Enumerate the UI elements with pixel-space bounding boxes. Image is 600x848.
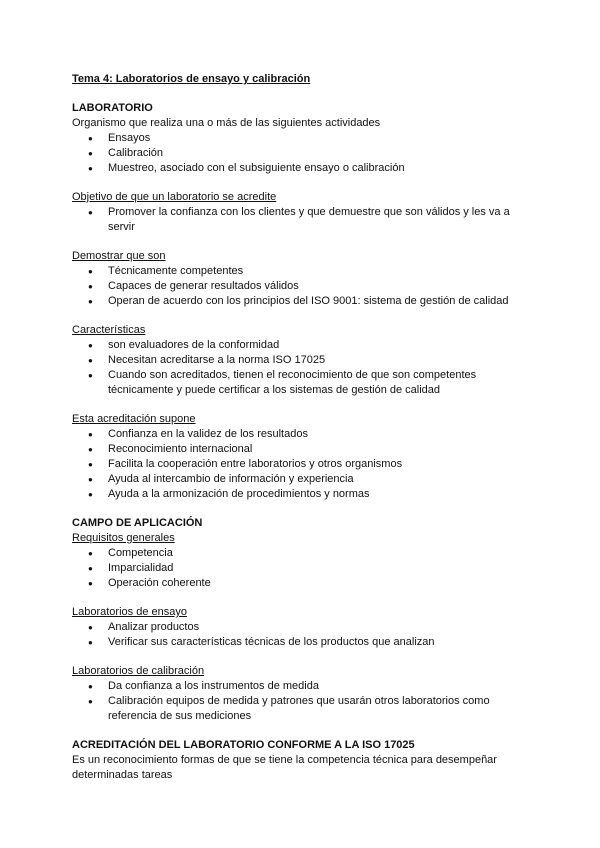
list-item: ● Promover la confianza con los clientes y que demuestre que son válidos y les va a servir: [72, 205, 532, 235]
subheading-requisitos: Requisitos generales: [72, 532, 175, 544]
objetivo-list: [72, 205, 532, 235]
list-item: ● Calibración equipos de medida y patrones que usarán otros laboratorios como referencia de sus mediciones: [72, 694, 532, 724]
ensayo-list: [72, 620, 532, 650]
laboratorio-list: [72, 131, 532, 176]
list-item: ● Imparcialidad: [72, 561, 532, 576]
laboratorio-intro: Organismo que realiza una o más de las siguientes actividades: [72, 117, 381, 129]
list-item: ● Operación coherente: [72, 576, 532, 591]
subheading-ensayo: Laboratorios de ensayo: [72, 606, 187, 618]
caracteristicas-list: [72, 338, 532, 398]
section-heading-iso: ACREDITACIÓN DEL LABORATORIO CONFORME A LA ISO 17025: [72, 739, 415, 751]
iso-text: Es un reconocimiento formas de que se tiene la competencia técnica para desempeñar determinadas tareas: [72, 754, 497, 781]
requisitos-list: [72, 546, 532, 591]
list-item: ● Operan de acuerdo con los principios del ISO 9001: sistema de gestión de calidad: [72, 294, 532, 309]
list-item: ● Verificar sus características técnicas de los productos que analizan: [72, 635, 532, 650]
subheading-caracteristicas: Características: [72, 324, 146, 336]
subheading-objetivo: Objetivo de que un laboratorio se acredite: [72, 191, 277, 203]
list-item: ● Técnicamente competentes: [72, 264, 532, 279]
list-item: ● Analizar productos: [72, 620, 532, 635]
document-title: Tema 4: Laboratorios de ensayo y calibración: [72, 73, 311, 85]
list-item: ● Competencia: [72, 546, 532, 561]
list-item: ● Necesitan acreditarse a la norma ISO 17025: [72, 353, 532, 368]
section-heading-laboratorio: LABORATORIO: [72, 102, 153, 114]
list-item: ● Cuando son acreditados, tienen el reconocimiento de que son competentes técnicamente y puede certificar a los sistemas de gestión de calidad: [72, 368, 532, 398]
list-item: ● Confianza en la validez de los resultados: [72, 427, 532, 442]
calibracion-list: [72, 679, 532, 724]
list-item: ● Ayuda a la armonización de procedimientos y normas: [72, 487, 532, 502]
subheading-calibracion: Laboratorios de calibración: [72, 665, 205, 677]
document-page: [72, 72, 532, 783]
demostrar-list: [72, 264, 532, 309]
list-item: ● Capaces de generar resultados válidos: [72, 279, 532, 294]
subheading-acreditacion-supone: Esta acreditación supone: [72, 413, 196, 425]
list-item: ● Calibración: [72, 146, 532, 161]
subheading-demostrar: Demostrar que son: [72, 250, 166, 262]
list-item: ● Da confianza a los instrumentos de medida: [72, 679, 532, 694]
list-item: ● Ensayos: [72, 131, 532, 146]
list-item: ● Muestreo, asociado con el subsiguiente ensayo o calibración: [72, 161, 532, 176]
list-item: ● Ayuda al intercambio de información y experiencia: [72, 472, 532, 487]
list-item: ● Facilita la cooperación entre laboratorios y otros organismos: [72, 457, 532, 472]
list-item: ● Reconocimiento internacional: [72, 442, 532, 457]
list-item: ● son evaluadores de la conformidad: [72, 338, 532, 353]
section-heading-campo: CAMPO DE APLICACIÓN: [72, 517, 203, 529]
acreditacion-supone-list: [72, 427, 532, 502]
